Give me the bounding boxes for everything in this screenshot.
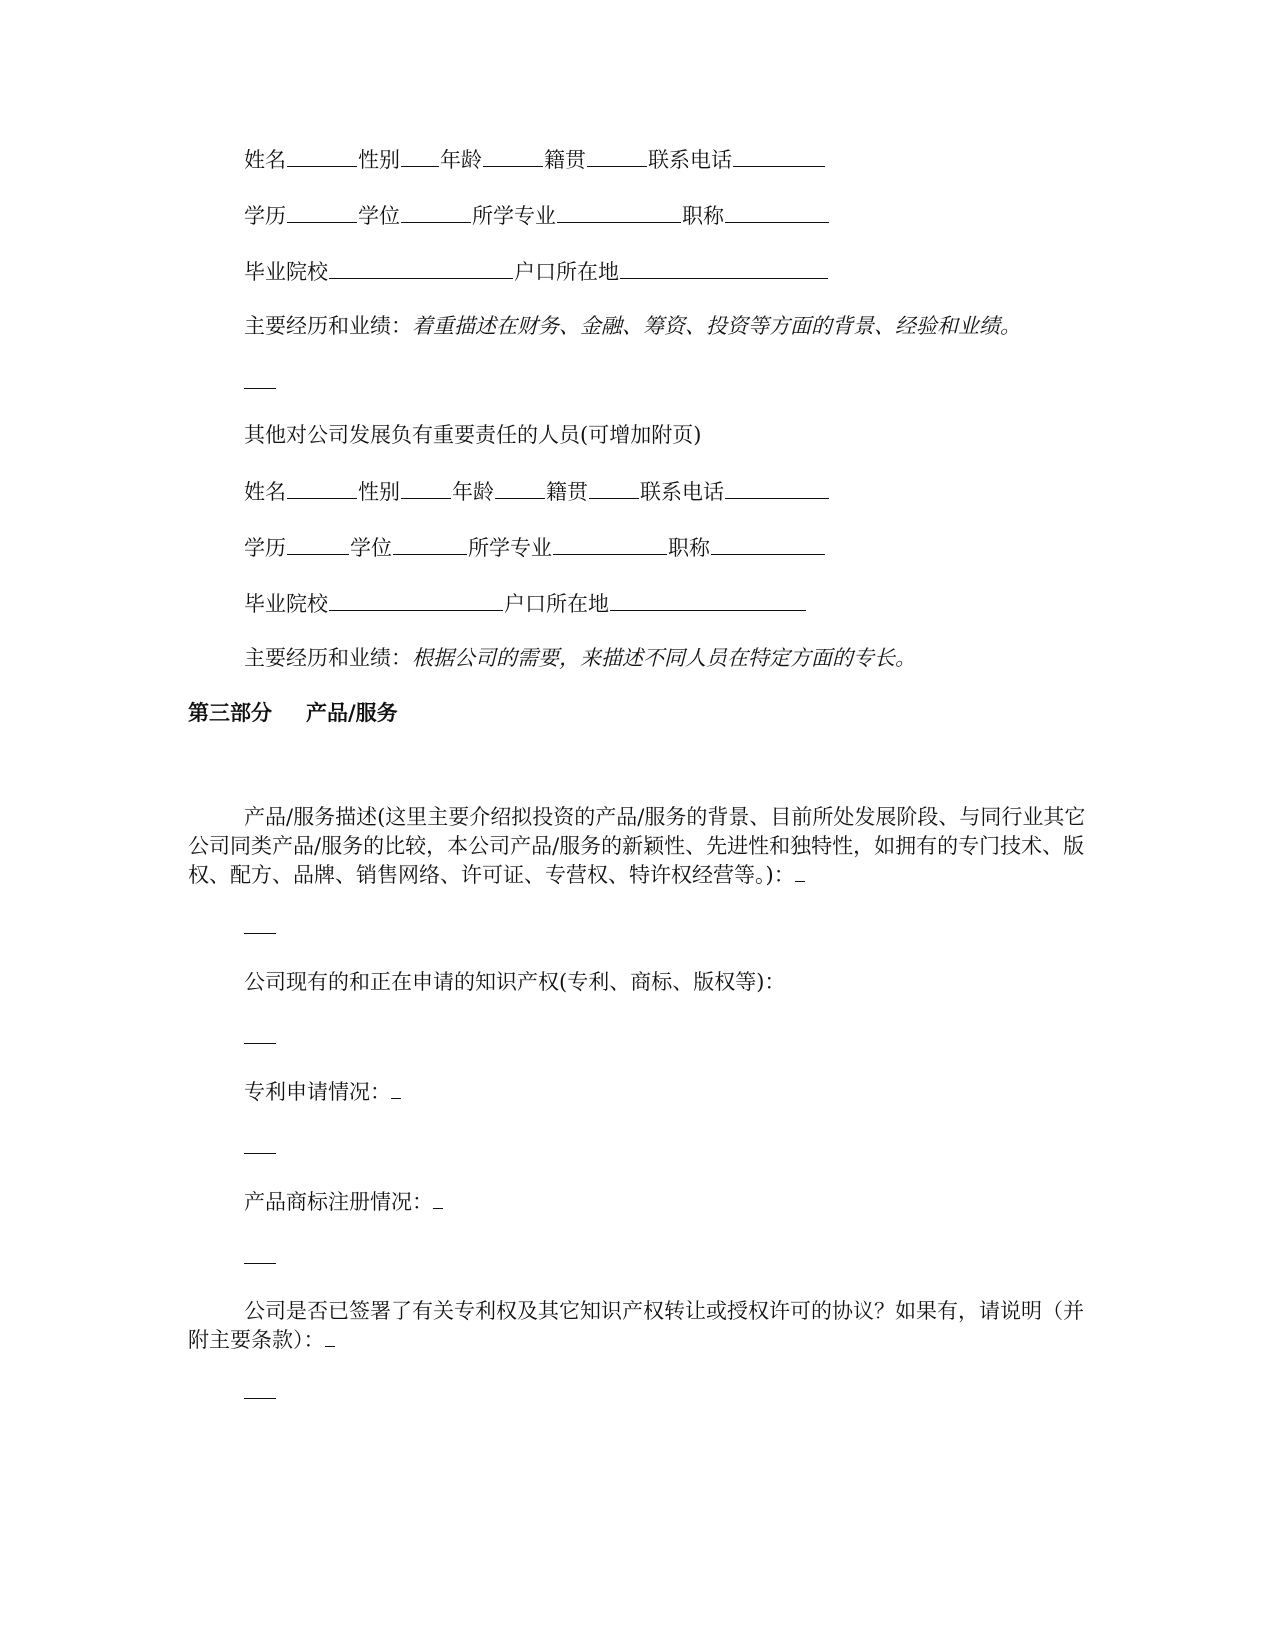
degree-blank[interactable]	[393, 532, 467, 555]
hukou-blank[interactable]	[620, 256, 828, 279]
gender-blank[interactable]	[401, 144, 439, 167]
school-blank[interactable]	[329, 588, 503, 611]
ip-label: 公司现有的和正在申请的知识产权(专利、商标、版权等)：	[244, 970, 786, 994]
major-label: 所学专业	[472, 204, 556, 228]
trademark-label: 产品商标注册情况：	[244, 1190, 433, 1214]
origin-blank[interactable]	[587, 144, 647, 167]
phone-label: 联系电话	[640, 480, 724, 504]
education-label: 学历	[244, 536, 286, 560]
major-label: 所学专业	[468, 536, 552, 560]
phone-label: 联系电话	[648, 148, 732, 172]
product-description-text: 产品/服务描述(这里主要介绍拟投资的产品/服务的背景、目前所处发展阶段、与同行业其它公司同类产品/服务的比较，本公司产品/服务的新颖性、先进性和独特性，如拥有的专门技术、版权、配方、品牌、销售网络、许可证、专营权、特许权经营等。)：	[188, 805, 1086, 887]
patent-label: 专利申请情况：	[244, 1080, 391, 1104]
personal-info-row-3	[244, 256, 829, 286]
experience-row	[244, 312, 1021, 340]
origin-blank[interactable]	[589, 476, 639, 499]
hukou-blank[interactable]	[610, 588, 806, 611]
agreement-paragraph	[188, 1297, 1088, 1355]
experience-label: 主要经历和业绩：	[244, 314, 412, 338]
education-blank[interactable]	[287, 532, 349, 555]
age-blank[interactable]	[483, 144, 543, 167]
title-blank[interactable]	[711, 532, 825, 555]
answer-blank[interactable]	[433, 1188, 443, 1209]
section-title: 产品/服务	[306, 701, 398, 725]
education-label: 学历	[244, 204, 286, 228]
experience-hint: 根据公司的需要，来描述不同人员在特定方面的专长。	[412, 646, 916, 670]
school-blank[interactable]	[329, 256, 513, 279]
personal-info-row-1	[244, 144, 826, 174]
experience-row-2	[244, 644, 916, 672]
gender-label: 性别	[358, 480, 400, 504]
section-heading	[188, 699, 398, 727]
school-label: 毕业院校	[244, 592, 328, 616]
other-info-row-1	[244, 476, 830, 506]
personal-info-row-2	[244, 200, 830, 230]
other-info-row-3	[244, 588, 807, 618]
hukou-label: 户口所在地	[514, 260, 619, 284]
gender-blank[interactable]	[401, 476, 451, 499]
others-title: 其他对公司发展负有重要责任的人员(可增加附页)	[244, 423, 702, 447]
origin-label: 籍贯	[546, 480, 588, 504]
gender-label: 性别	[358, 148, 400, 172]
experience-hint: 着重描述在财务、金融、筹资、投资等方面的背景、经验和业绩。	[412, 314, 1021, 338]
age-label: 年龄	[452, 480, 494, 504]
patent-row	[244, 1078, 401, 1106]
answer-blank[interactable]	[325, 1326, 335, 1347]
agreement-text: 公司是否已签署了有关专利权及其它知识产权转让或授权许可的协议？如果有，请说明（并附主要条款）：	[188, 1299, 1084, 1352]
answer-blank[interactable]	[244, 1263, 276, 1264]
trademark-row	[244, 1188, 443, 1216]
answer-blank[interactable]	[244, 1043, 276, 1044]
name-blank[interactable]	[287, 144, 357, 167]
other-info-row-2	[244, 532, 826, 562]
title-label: 职称	[682, 204, 724, 228]
origin-label: 籍贯	[544, 148, 586, 172]
degree-blank[interactable]	[401, 200, 471, 223]
age-blank[interactable]	[495, 476, 545, 499]
major-blank[interactable]	[553, 532, 667, 555]
answer-blank[interactable]	[244, 1153, 276, 1154]
age-label: 年龄	[440, 148, 482, 172]
hukou-label: 户口所在地	[504, 592, 609, 616]
education-blank[interactable]	[287, 200, 357, 223]
title-label: 职称	[668, 536, 710, 560]
name-blank[interactable]	[287, 476, 357, 499]
answer-blank[interactable]	[391, 1078, 401, 1099]
answer-blank[interactable]	[244, 1398, 276, 1399]
section-part-label: 第三部分	[188, 701, 272, 725]
phone-blank[interactable]	[725, 476, 829, 499]
school-label: 毕业院校	[244, 260, 328, 284]
answer-blank[interactable]	[795, 861, 805, 882]
major-blank[interactable]	[557, 200, 681, 223]
phone-blank[interactable]	[733, 144, 825, 167]
answer-blank[interactable]	[244, 388, 276, 389]
title-blank[interactable]	[725, 200, 829, 223]
answer-blank[interactable]	[244, 933, 276, 934]
name-label: 姓名	[244, 480, 286, 504]
degree-label: 学位	[350, 536, 392, 560]
experience-label: 主要经历和业绩：	[244, 646, 412, 670]
degree-label: 学位	[358, 204, 400, 228]
name-label: 姓名	[244, 148, 286, 172]
product-description	[188, 803, 1088, 890]
